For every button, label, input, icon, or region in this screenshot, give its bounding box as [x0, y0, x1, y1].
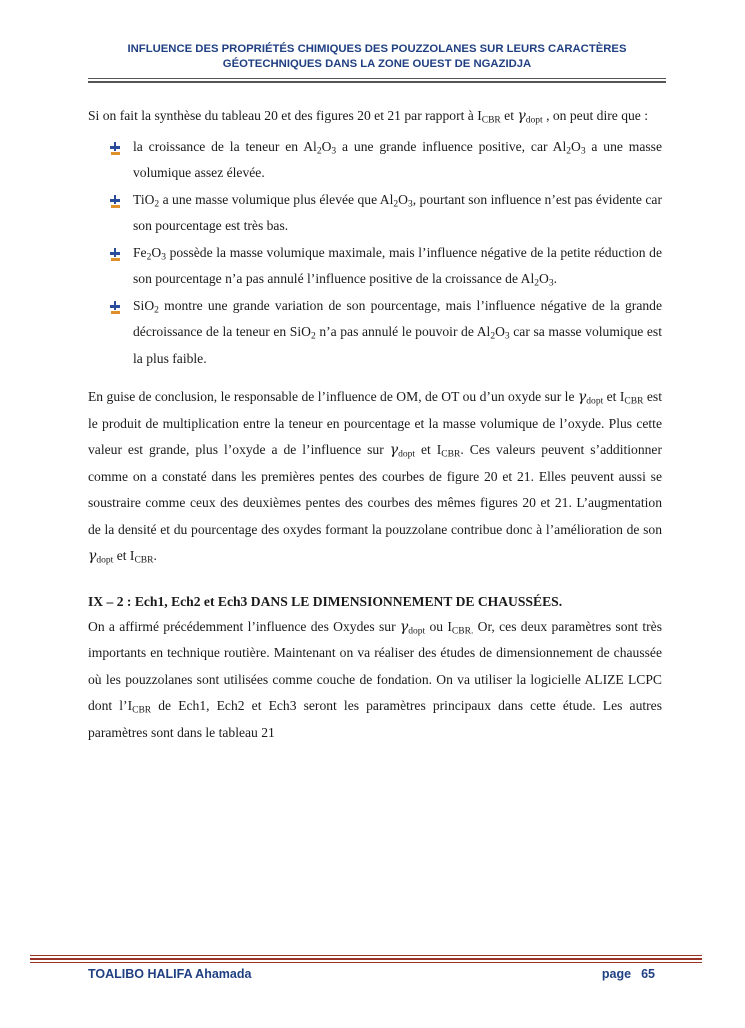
intro-paragraph: Si on fait la synthèse du tableau 20 et des figures 20 et 21 par rapport à $I_{CBR}$ et $\gamma_{dopt}$ , on peut dire que : — [88, 108, 649, 126]
pushpin-bullet-icon — [109, 248, 121, 261]
footer-rule — [30, 955, 702, 956]
footer-page — [602, 967, 655, 981]
section-heading: IX – 2 : Ech1, Ech2 et Ech3 DANS LE DIMENSIONNEMENT DE CHAUSSÉES. — [88, 593, 563, 609]
running-header — [88, 42, 666, 72]
list-item: la croissance de la teneur en $Al_2O_3$ a une grande influence positive, car $Al_2O_3$ a une masse volumique assez élevée. — [88, 134, 662, 187]
list-item: SiO$_2$ montre une grande variation de son pourcentage, mais l’influence négative de la grande décroissance de la teneur en SiO$_2$ n’a pas annulé le pouvoir de $Al_2O_3$ car sa masse volumique est la plus faible. — [88, 293, 662, 373]
pushpin-bullet-icon — [109, 195, 121, 208]
footer-rule-thin — [30, 962, 702, 963]
header-line-1: INFLUENCE DES PROPRIÉTÉS CHIMIQUES DES POUZZOLANES SUR LEURS CARACTÈRES — [127, 43, 627, 55]
section-paragraph: On a affirmé précédemment l’influence des Oxydes sur $\gamma_{dopt}$ ou $I_{CBR.}$ Or, ces deux paramètres sont très importants en technique routière. Maintenant on va réaliser des études de dimensionnement de chaussée où les pouzzolanes sont utilisées comme couche de fondation. On va utiliser la logicielle ALIZE LCPC dont $l’I_{CBR}$ de Ech1, Ech2 et Ech3 seront les paramètres principaux dans cette étude. Les autres paramètres sont dans le tableau 21 — [88, 618, 662, 740]
page-body — [88, 103, 662, 746]
header-rule-thick — [88, 81, 666, 83]
list-item: $Fe_2O_3$ possède la masse volumique maximale, mais l’influence négative de la petite réduction de son pourcentage n’a pas annulé l’influence positive de la croissance de $Al_2O_3$. — [88, 240, 662, 293]
header-rule — [88, 78, 666, 79]
conclusion-paragraph: En guise de conclusion, le responsable de l’influence de OM, de OT ou d’un oxyde sur le $\gamma_{dopt}$ et $I_{CBR}$ est le produit de multiplication entre la teneur en pourcentage et la masse volumique de l’oxyde. Plus cette valeur est grande, plus l’oxyde a de l’influence sur $\gamma_{dopt}$ et $I_{CBR}$. Ces valeurs peuvent s’additionner comme on a constaté dans les premières pentes des courbes de figure 20 et 21. Elles peuvent aussi se soustraire comme ceux des deuxièmes pentes des courbes des mêmes figures 20 et 21. L’augmentation de la densité et du pourcentage des oxydes formant la pouzzolane contribue donc à l’amélioration de son $\gamma_{dopt}$ et $I_{CBR}$. — [88, 389, 662, 566]
footer-rule-thick — [30, 958, 702, 960]
pushpin-bullet-icon — [109, 142, 121, 155]
header-line-2: GÉOTECHNIQUES DANS LA ZONE OUEST DE NGAZIDJA — [222, 58, 532, 70]
list-item: TiO$_2$ a une masse volumique plus élevée que $Al_2O_3$, pourtant son influence n’est pas évidente car son pourcentage est très bas. — [88, 187, 662, 240]
page-number: 65 — [641, 967, 655, 981]
page-label: page — [601, 967, 632, 981]
pushpin-bullet-icon — [109, 301, 121, 314]
footer-author: TOALIBO HALIFA Ahamada — [88, 967, 252, 981]
bullet-list — [88, 134, 662, 373]
